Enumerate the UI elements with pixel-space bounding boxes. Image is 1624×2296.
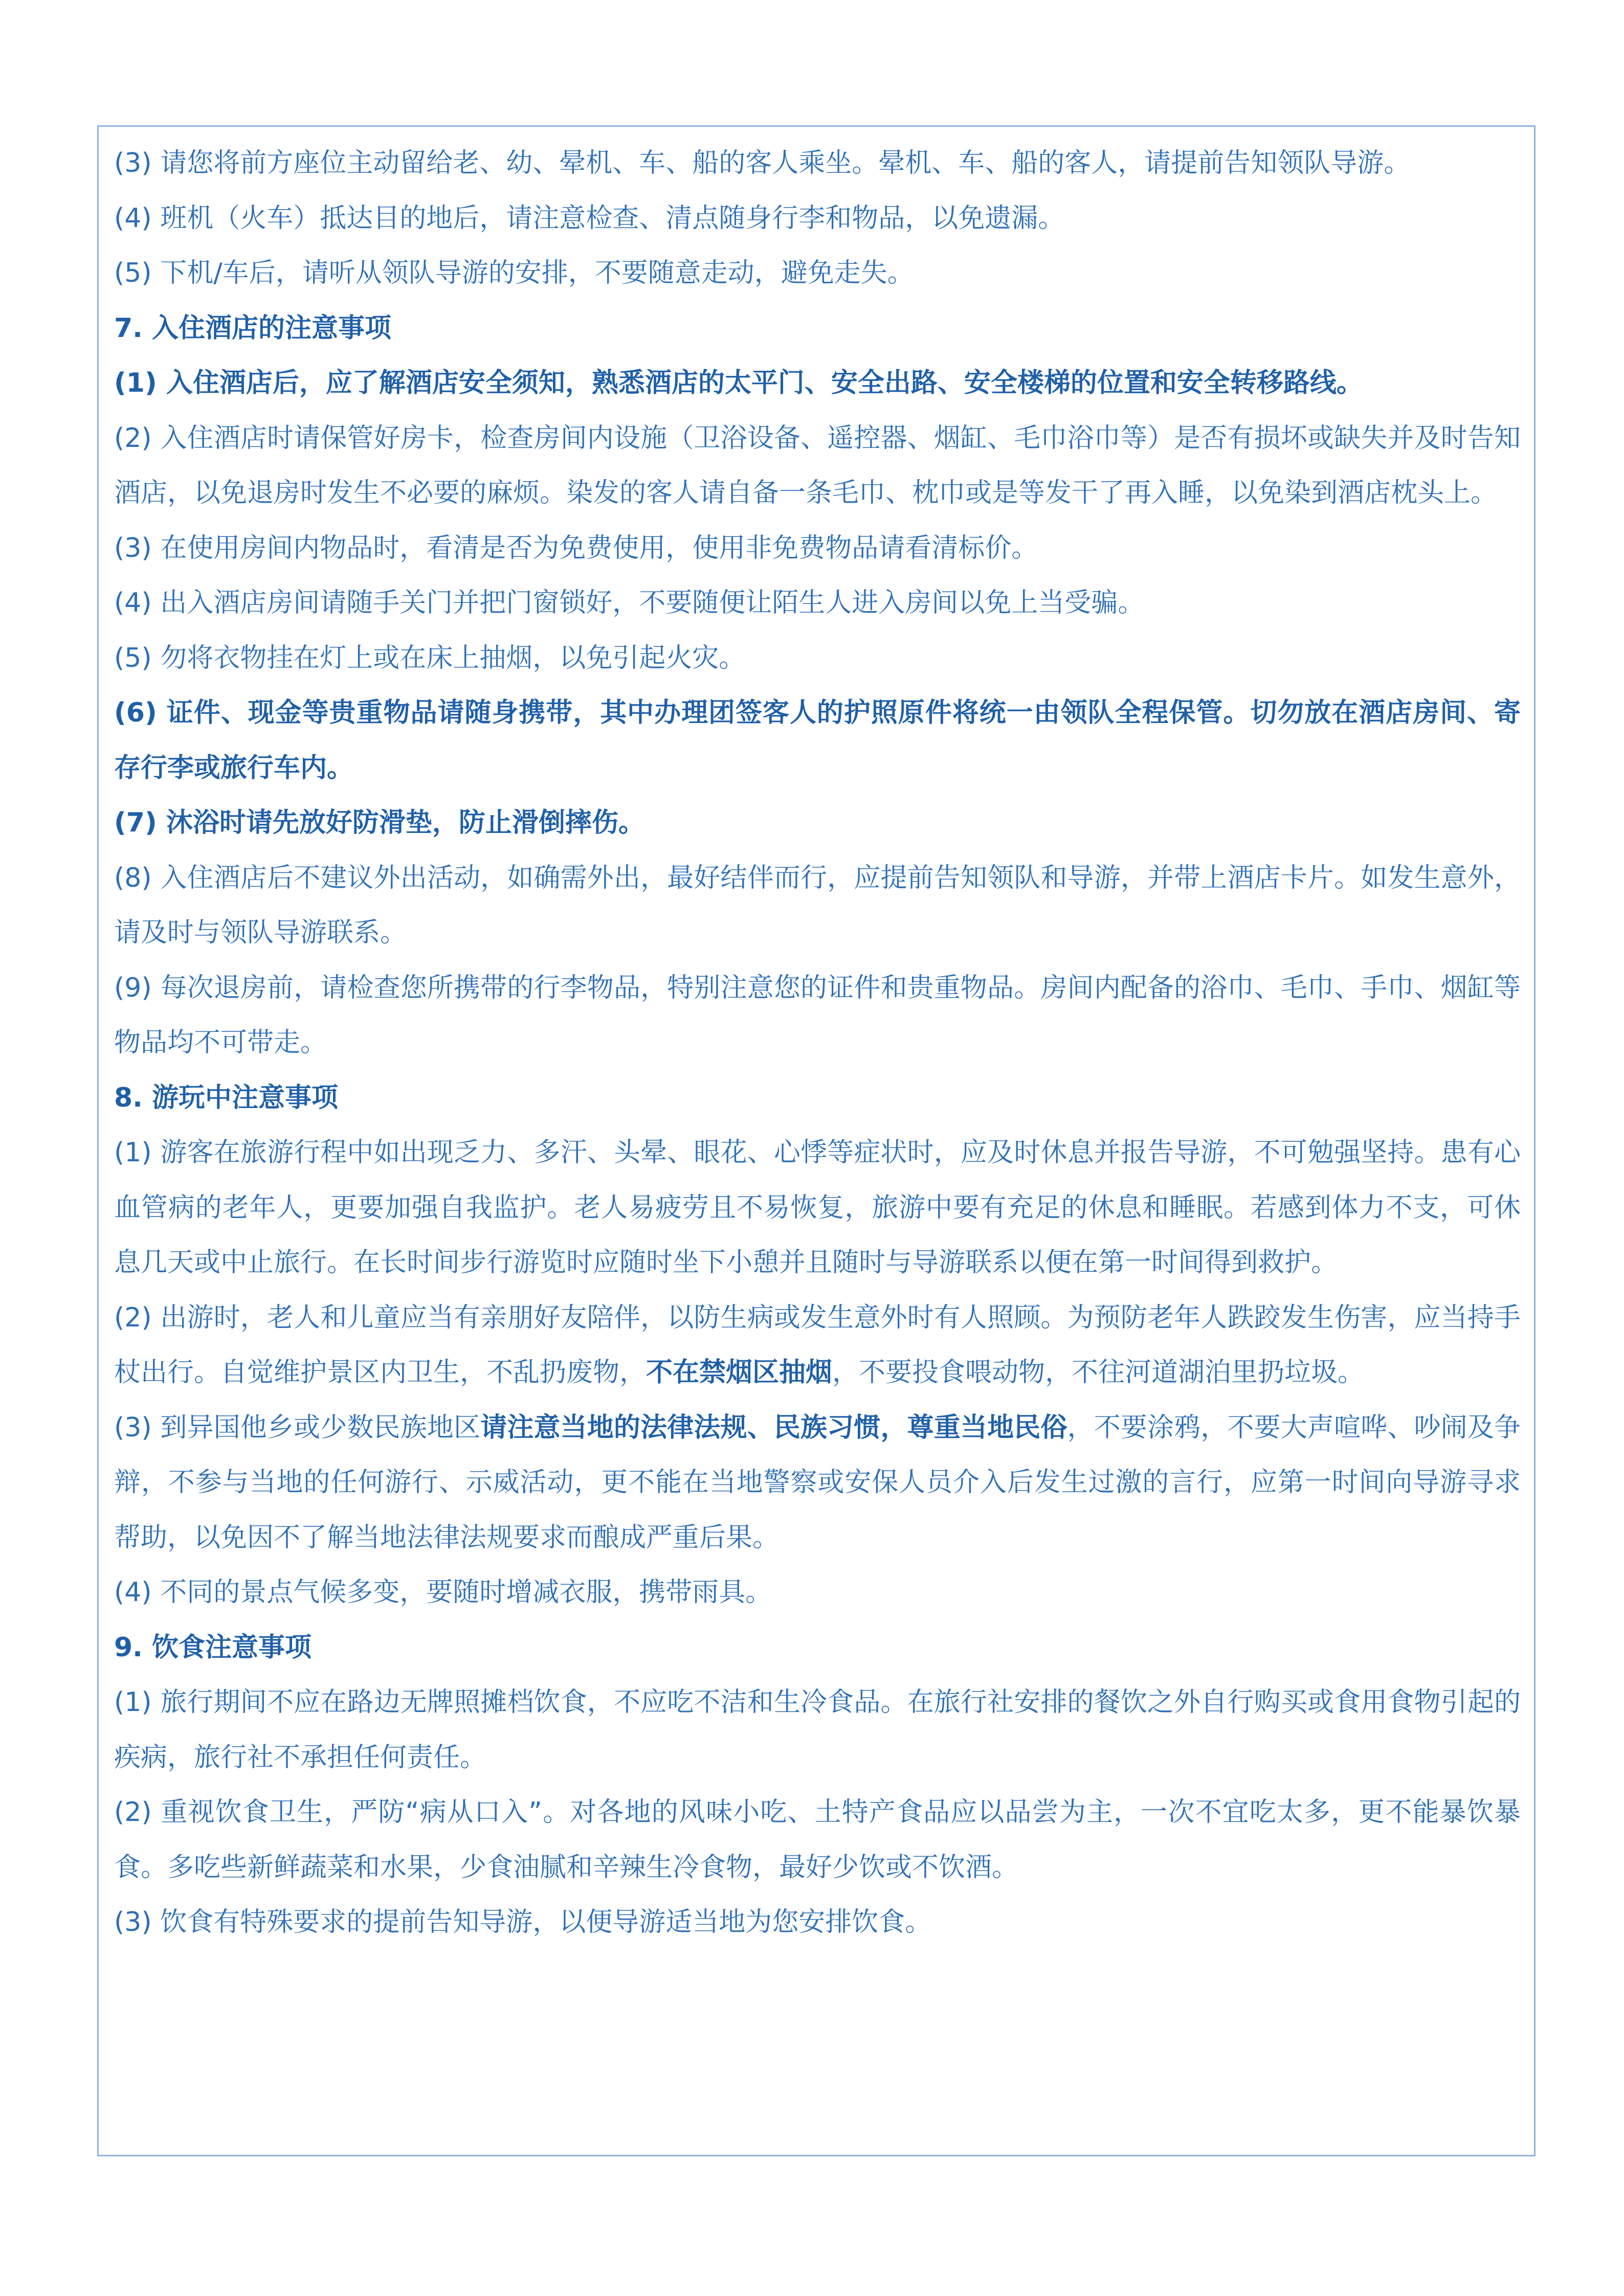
- paragraph-hotel-6: (6) 证件、现金等贵重物品请随身携带，其中办理团签客人的护照原件将统一由领队全程保管。切勿放在酒店房间、寄存行李或旅行车内。: [114, 697, 1521, 783]
- paragraph-dining-3: (3) 饮食有特殊要求的提前告知导游，以便导游适当地为您安排饮食。: [114, 1907, 932, 1938]
- section-heading-hotel: 7. 入住酒店的注意事项: [114, 312, 392, 344]
- paragraph-sightseeing-3: [114, 1401, 1521, 1566]
- paragraph-hotel-4: (4) 出入酒店房间请随手关门并把门窗锁好，不要随便让陌生人进入房间以免上当受骗。: [114, 588, 1145, 618]
- paragraph-hotel-8: (8) 入住酒店后不建议外出活动，如确需外出，最好结伴而行，应提前告知领队和导游，并带上酒店卡片。如发生意外，请及时与领队导游联系。: [114, 862, 1521, 948]
- paragraph-sightseeing-3-text-c: ，不要涂鸦，不要大声喧哗、吵闹及争辩，不参与当地的任何游行、示威活动，更不能在当地警察或安保人员介入后发生过激的言行，应第一时间向导游寻求帮助，以免因不了解当地法律法规要求而酿成严重后果。: [114, 1412, 1521, 1553]
- paragraph-sightseeing-4: (4) 不同的景点气候多变，要随时增减衣服，携带雨具。: [114, 1577, 772, 1608]
- paragraph-dining-1: (1) 旅行期间不应在路边无牌照摊档饮食，不应吃不洁和生冷食品。在旅行社安排的餐饮之外自行购买或食用食物引起的疾病，旅行社不承担任何责任。: [114, 1687, 1521, 1773]
- paragraph-hotel-1: (1) 入住酒店后，应了解酒店安全须知，熟悉酒店的太平门、安全出路、安全楼梯的位置和安全转移路线。: [114, 368, 1363, 398]
- notice-content: [114, 136, 1521, 1950]
- paragraph-sightseeing-2-text-a: (2) 出游时，老人和儿童应当有亲朋好友陪伴，以防生病或发生意外时有人照顾。为预防老年人跌跤发生伤害，应当持手杖出行。自觉维护景区内卫生，不乱扔废物，: [114, 1302, 1521, 1388]
- paragraph-hotel-5: (5) 勿将衣物挂在灯上或在床上抽烟，以免引起火灾。: [114, 642, 746, 673]
- paragraph-sightseeing-2: [114, 1291, 1521, 1401]
- paragraph-hotel-9: (9) 每次退房前，请检查您所携带的行李物品，特别注意您的证件和贵重物品。房间内配备的浴巾、毛巾、手巾、烟缸等物品均不可带走。: [114, 972, 1521, 1058]
- section-heading-sightseeing: 8. 游玩中注意事项: [114, 1082, 339, 1113]
- paragraph-sightseeing-3-emphasis: 请注意当地的法律法规、民族习惯，尊重当地民俗: [480, 1412, 1067, 1443]
- paragraph-hotel-2: (2) 入住酒店时请保管好房卡，检查房间内设施（卫浴设备、遥控器、烟缸、毛巾浴巾等）是否有损坏或缺失并及时告知酒店，以免退房时发生不必要的麻烦。染发的客人请自备一条毛巾、枕巾或是等发干了再入睡，以免染到酒店枕头上。: [114, 422, 1521, 508]
- paragraph-sightseeing-3-text-a: (3) 到异国他乡或少数民族地区: [114, 1412, 481, 1443]
- paragraph-transport-4: (4) 班机（火车）抵达目的地后，请注意检查、清点随身行李和物品，以免遗漏。: [114, 202, 1065, 234]
- paragraph-transport-3: (3) 请您将前方座位主动留给老、幼、晕机、车、船的客人乘坐。晕机、车、船的客人，请提前告知领队导游。: [114, 148, 1411, 178]
- paragraph-dining-2: (2) 重视饮食卫生，严防“病从口入”。对各地的风味小吃、土特产食品应以品尝为主，一次不宜吃太多，更不能暴饮暴食。多吃些新鲜蔬菜和水果，少食油腻和辛辣生冷食物，最好少饮或不饮酒。: [114, 1797, 1521, 1883]
- paragraph-sightseeing-2-text-c: ，不要投食喂动物，不往河道湖泊里扔垃圾。: [832, 1357, 1365, 1388]
- section-heading-dining: 9. 饮食注意事项: [114, 1632, 312, 1663]
- paragraph-hotel-7: (7) 沐浴时请先放好防滑垫，防止滑倒摔伤。: [114, 807, 645, 838]
- paragraph-sightseeing-2-emphasis: 不在禁烟区抽烟: [646, 1357, 833, 1388]
- paragraph-sightseeing-1: (1) 游客在旅游行程中如出现乏力、多汗、头晕、眼花、心悸等症状时，应及时休息并报告导游，不可勉强坚持。患有心血管病的老年人，更要加强自我监护。老人易疲劳且不易恢复，旅游中要有充足的休息和睡眠。若感到体力不支，可休息几天或中止旅行。在长时间步行游览时应随时坐下小憩并且随时与导游联系以便在第一时间得到救护。: [114, 1137, 1521, 1278]
- paragraph-hotel-3: (3) 在使用房间内物品时，看清是否为免费使用，使用非免费物品请看清标价。: [114, 532, 1038, 564]
- paragraph-transport-5: (5) 下机/车后，请听从领队导游的安排，不要随意走动，避免走失。: [114, 258, 914, 288]
- notice-frame: [97, 125, 1536, 2156]
